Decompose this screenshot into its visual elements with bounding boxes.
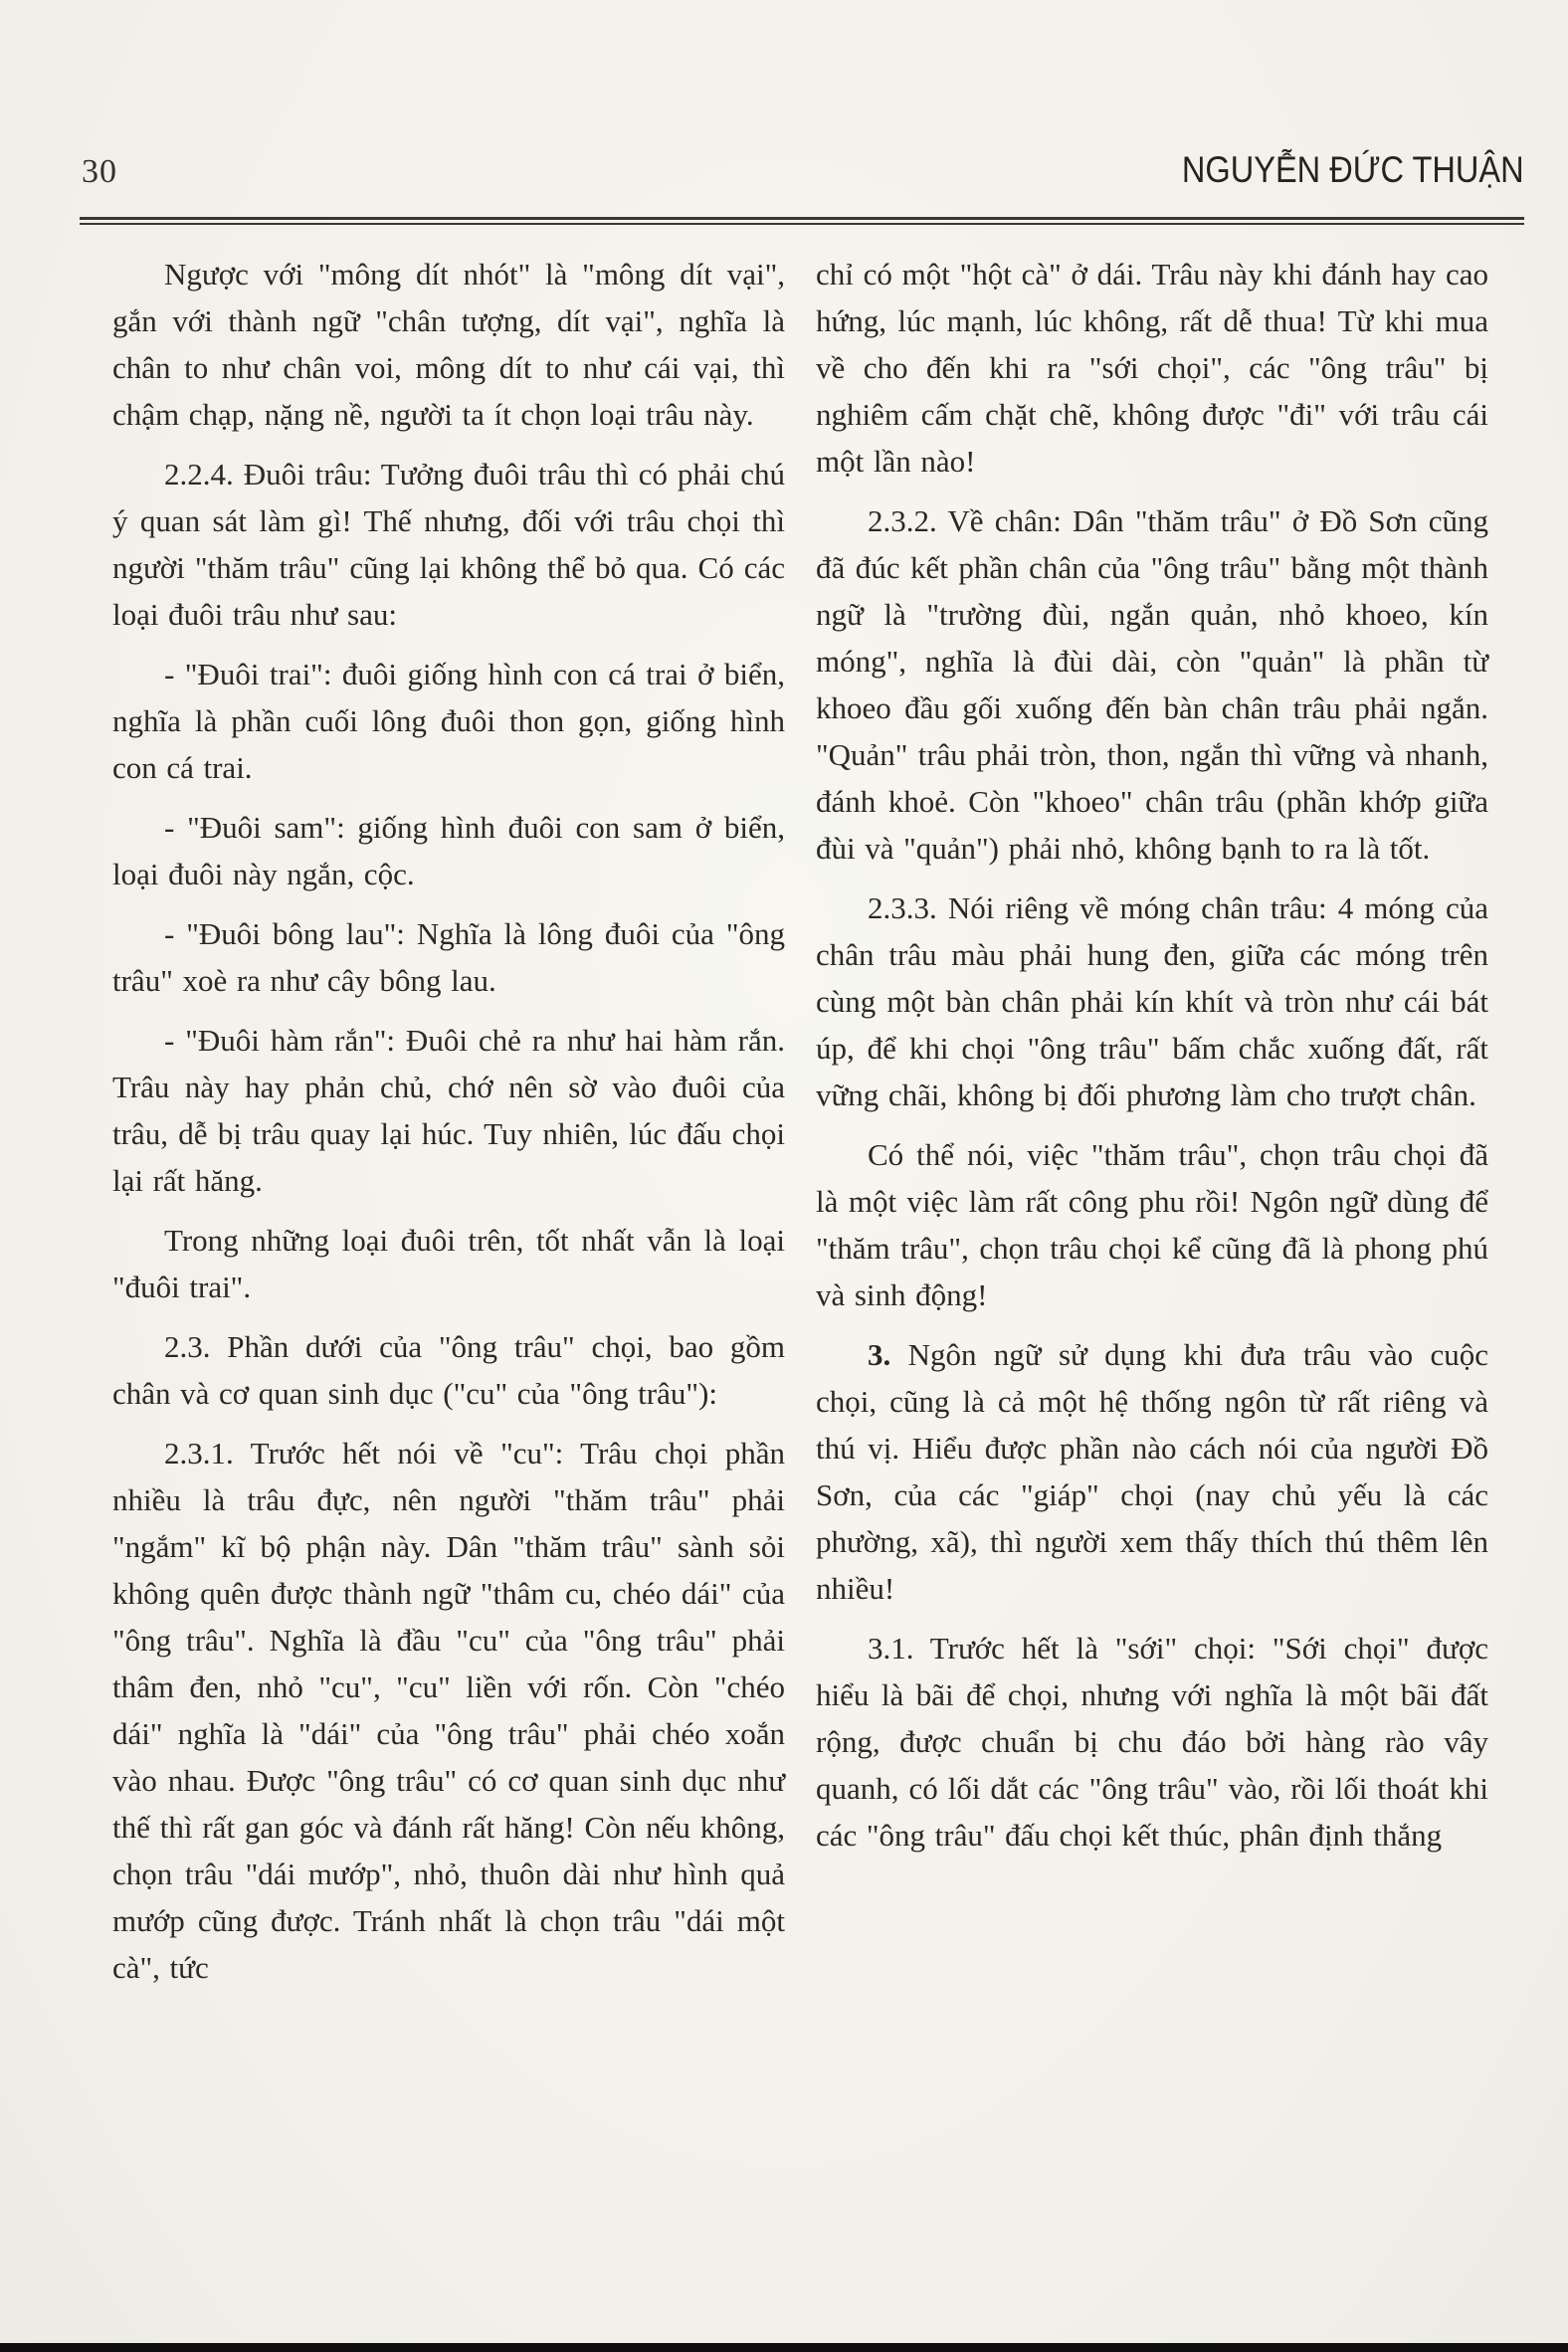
paragraph: - "Đuôi hàm rắn": Đuôi chẻ ra như hai hàm rắn. Trâu này hay phản chủ, chớ nên sờ vào đuôi của trâu, dễ bị trâu quay lại húc. Tuy nhiên, lúc đấu chọi lại rất hăng.	[112, 1023, 785, 1198]
paragraph: 3.1. Trước hết là "sới" chọi: "Sới chọi" được hiểu là bãi để chọi, nhưng với nghĩa là một bãi đất rộng, được chuẩn bị chu đáo bởi hàng rào vây quanh, có lối dắt các "ông trâu" vào, rồi lối thoát khi các "ông trâu" đấu chọi kết thúc, phân định thắng	[816, 1631, 1488, 1853]
paragraph: 2.2.4. Đuôi trâu: Tưởng đuôi trâu thì có phải chú ý quan sát làm gì! Thế nhưng, đối với trâu chọi thì người "thăm trâu" cũng lại không thể bỏ qua. Có các loại đuôi trâu như sau:	[112, 457, 785, 632]
paragraph: 2.3.2. Về chân: Dân "thăm trâu" ở Đồ Sơn cũng đã đúc kết phần chân của "ông trâu" bằng một thành ngữ là "trường đùi, ngắn quản, nhỏ khoeo, kín móng", nghĩa là đùi dài, còn "quản" là phần từ khoeo đầu gối xuống đến bàn chân trâu phải ngắn. "Quản" trâu phải tròn, thon, ngắn thì vững và nhanh, đánh khoẻ. Còn "khoeo" chân trâu (phần khớp giữa đùi và "quản") phải nhỏ, không bạnh to ra là tốt.	[816, 503, 1488, 866]
paragraph: 3. Ngôn ngữ sử dụng khi đưa trâu vào cuộc chọi, cũng là cả một hệ thống ngôn từ rất riêng và thú vị. Hiểu được phần nào cách nói của người Đồ Sơn, của các "giáp" chọi (nay chủ yếu là các phường, xã), thì người xem thấy thích thú thêm lên nhiều!	[816, 1337, 1488, 1606]
bottom-scan-edge	[0, 2343, 1568, 2352]
paragraph: - "Đuôi bông lau": Nghĩa là lông đuôi của "ông trâu" xoè ra như cây bông lau.	[112, 916, 785, 998]
paragraph: 2.3.1. Trước hết nói về "cu": Trâu chọi phần nhiều là trâu đực, nên người "thăm trâu" phải "ngắm" kĩ bộ phận này. Dân "thăm trâu" sành sỏi không quên được thành ngữ "thâm cu, chéo dái" của "ông trâu". Nghĩa là đầu "cu" của "ông trâu" phải thâm đen, nhỏ "cu", "cu" liền với rốn. Còn "chéo dái" nghĩa là "dái" của "ông trâu" phải chéo xoắn vào nhau. Được "ông trâu" có cơ quan sinh dục như thế thì rất gan góc và đánh rất hăng! Còn nếu không, chọn trâu "dái mướp", nhỏ, thuôn dài như hình quả mướp cũng được. Tránh nhất là chọn trâu "dái một cà", tức	[112, 1436, 785, 1985]
header-rule	[80, 217, 1524, 225]
paragraph: Ngược với "mông dít nhót" là "mông dít vại", gắn với thành ngữ "chân tượng, dít vại", nghĩa là chân to như chân voi, mông dít to như cái vại, thì chậm chạp, nặng nề, người ta ít chọn loại trâu này.	[112, 257, 785, 432]
page-header	[82, 149, 1524, 191]
paragraph: 2.3. Phần dưới của "ông trâu" chọi, bao gồm chân và cơ quan sinh dục ("cu" của "ông trâu"):	[112, 1329, 785, 1411]
paragraph: chỉ có một "hột cà" ở dái. Trâu này khi đánh hay cao hứng, lúc mạnh, lúc không, rất dễ thua! Từ khi mua về cho đến khi ra "sới chọi", các "ông trâu" bị nghiêm cấm chặt chẽ, không được "đi" với trâu cái một lần nào!	[816, 257, 1488, 479]
paragraph: Trong những loại đuôi trên, tốt nhất vẫn là loại "đuôi trai".	[112, 1223, 785, 1304]
paragraph: 2.3.3. Nói riêng về móng chân trâu: 4 móng của chân trâu màu phải hung đen, giữa các móng trên cùng một bàn chân phải kín khít và tròn như cái bát úp, để khi chọi "ông trâu" bấm chắc xuống đất, rất vững chãi, không bị đối phương làm cho trượt chân.	[816, 890, 1488, 1112]
column-left	[112, 251, 785, 2004]
page-number: 30	[82, 153, 117, 190]
paragraph: - "Đuôi sam": giống hình đuôi con sam ở biển, loại đuôi này ngắn, cộc.	[112, 810, 785, 891]
paragraph: - "Đuôi trai": đuôi giống hình con cá trai ở biển, nghĩa là phần cuối lông đuôi thon gọn, giống hình con cá trai.	[112, 657, 785, 785]
paragraph: Có thể nói, việc "thăm trâu", chọn trâu chọi đã là một việc làm rất công phu rồi! Ngôn ngữ dùng để "thăm trâu", chọn trâu chọi kể cũng đã là phong phú và sinh động!	[816, 1137, 1488, 1312]
running-head: NGUYỄN ĐỨC THUẬN	[1182, 149, 1524, 190]
column-right	[816, 251, 1488, 1871]
